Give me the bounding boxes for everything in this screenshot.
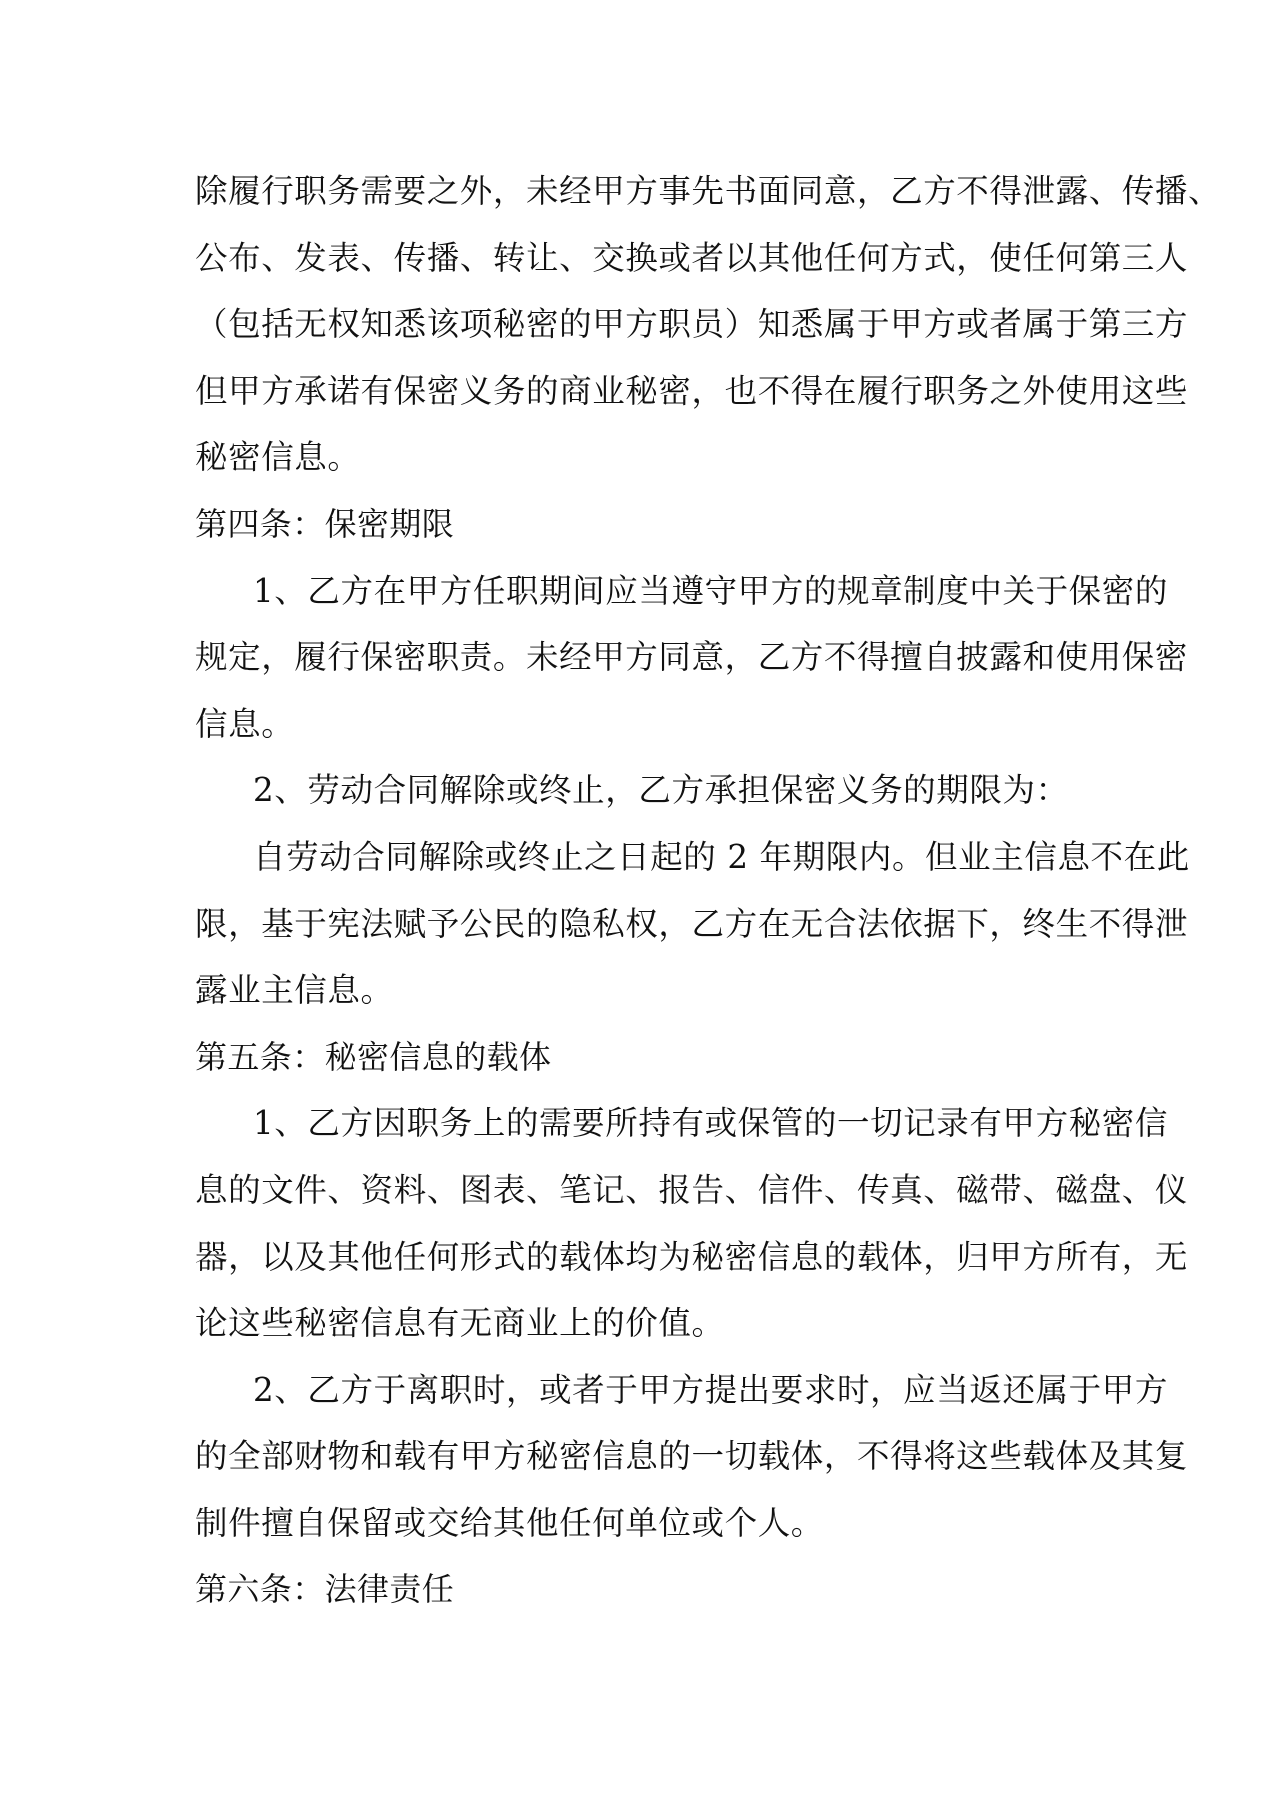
paragraph-line: 器，以及其他任何形式的载体均为秘密信息的载体，归甲方所有，无 <box>195 1237 1189 1276</box>
paragraph-line: 论这些秘密信息有无商业上的价值。 <box>195 1304 725 1343</box>
article-5-clause-1 <box>195 1090 1189 1356</box>
paragraph-line: 除履行职务需要之外，未经甲方事先书面同意，乙方不得泄露、传播、 <box>195 172 1222 210</box>
article-5-heading: 第五条：秘密信息的载体 <box>195 1037 552 1076</box>
paragraph-line: 息的文件、资料、图表、笔记、报告、信件、传真、磁带、磁盘、仪 <box>195 1170 1189 1209</box>
article-6-section <box>195 1556 1087 1623</box>
article-4-heading: 第四条：保密期限 <box>195 504 455 543</box>
paragraph-line: 但甲方承诺有保密义务的商业秘密，也不得在履行职务之外使用这些 <box>195 371 1189 410</box>
paragraph-line: （包括无权知悉该项秘密的甲方职员）知悉属于甲方或者属于第三方 <box>195 305 1189 344</box>
intro-paragraph <box>195 158 1222 491</box>
document-page <box>195 158 1222 1623</box>
paragraph-line: 1、乙方在甲方任职期间应当遵守甲方的规章制度中关于保密的 <box>253 571 1168 610</box>
paragraph-line: 规定，履行保密职责。未经甲方同意，乙方不得擅自披露和使用保密 <box>195 638 1189 677</box>
paragraph-line: 1、乙方因职务上的需要所持有或保管的一切记录有甲方秘密信 <box>253 1104 1168 1143</box>
paragraph-line: 2、劳动合同解除或终止，乙方承担保密义务的期限为： <box>253 771 1069 810</box>
article-4-clause-2-detail <box>195 824 1190 1024</box>
paragraph-line: 2、乙方于离职时，或者于甲方提出要求时，应当返还属于甲方 <box>253 1370 1168 1409</box>
article-5-section <box>195 1024 1189 1557</box>
paragraph-line: 信息。 <box>195 704 295 743</box>
paragraph-line: 制件擅自保留或交给其他任何单位或个人。 <box>195 1503 824 1542</box>
paragraph-line: 秘密信息。 <box>195 438 361 477</box>
article-5-clause-2 <box>195 1357 1189 1557</box>
article-4-clause-2 <box>195 757 1087 824</box>
paragraph-line: 的全部财物和载有甲方秘密信息的一切载体，不得将这些载体及其复 <box>195 1437 1189 1476</box>
paragraph-line: 限，基于宪法赋予公民的隐私权，乙方在无合法依据下，终生不得泄 <box>195 904 1189 943</box>
paragraph-line: 露业主信息。 <box>195 971 394 1010</box>
article-4-section <box>195 491 1190 1024</box>
paragraph-line: 公布、发表、传播、转让、交换或者以其他任何方式，使任何第三人 <box>195 238 1189 277</box>
article-4-clause-1 <box>195 558 1189 758</box>
article-6-heading: 第六条：法律责任 <box>195 1570 455 1609</box>
paragraph-line: 自劳动合同解除或终止之日起的 2 年期限内。但业主信息不在此 <box>253 837 1190 876</box>
